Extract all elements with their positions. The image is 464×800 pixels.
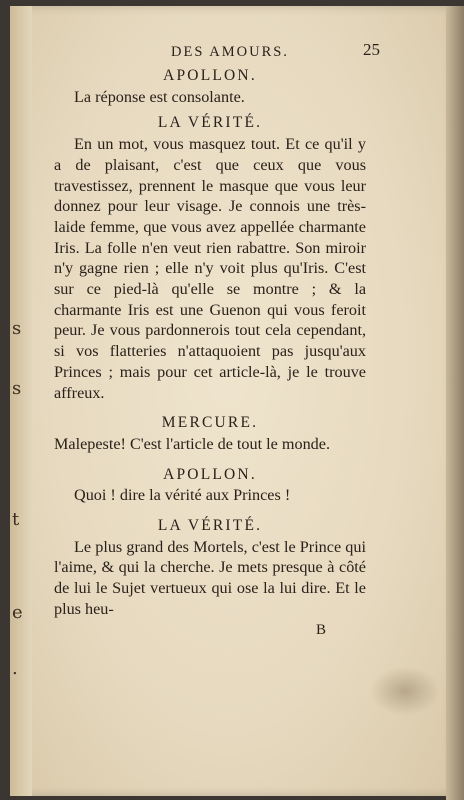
page-text bbox=[54, 40, 380, 640]
speech-la-verite: En un mot, vous masquez tout. Et ce qu'il y a de plaisant, c'est que ceux que vous travestissez, prennent le masque que vous leur donnez pour leur visage. Je connois une très-laide femme, que vous avez appellée charmante Iris. La folle n'en veut rien rabattre. Son miroir n'y gagne rien ; elle n'y voit plus qu'Iris. C'est sur ce pied-là qu'elle se montre ; & la charmante Iris est une Guenon qui vous feroit peur. Je vous pardonnerois tout cela cependant, si vos flatteries n'attaquoient pas jusqu'aux Princes ; mais pour cet article-là, je le trouve affreux. bbox=[54, 135, 366, 402]
signature-mark: B bbox=[315, 621, 326, 638]
page-number: 25 bbox=[363, 40, 380, 59]
page-edge bbox=[446, 6, 464, 800]
bleed-through-char: s bbox=[12, 378, 22, 399]
bleed-through-char: s bbox=[12, 318, 22, 339]
speech-apollon: La réponse est consolante. bbox=[74, 87, 245, 106]
speaker-la-verite-2: LA VÉRITÉ. bbox=[157, 517, 263, 535]
speaker-mercure: MERCURE. bbox=[161, 414, 259, 432]
bleed-through-char: t bbox=[12, 509, 20, 530]
speech-apollon-2: Quoi ! dire la vérité aux Princes ! bbox=[74, 486, 291, 505]
speaker-apollon-2: APOLLON. bbox=[163, 465, 257, 483]
running-head bbox=[54, 40, 380, 66]
paper-stain bbox=[370, 666, 440, 716]
speaker-apollon: APOLLON. bbox=[163, 67, 257, 84]
bleed-through-char: . bbox=[12, 658, 18, 679]
speech-la-verite-2: Le plus grand des Mortels, c'est le Prince qui l'aime, & qui la cherche. Je mets presque à côté de lui le Sujet vertueux qui ose la lui dire. Et le plus heu- bbox=[54, 537, 366, 618]
bleed-through-char: e bbox=[12, 602, 23, 623]
running-head-title: DES AMOURS. bbox=[171, 44, 289, 60]
speaker-la-verite: LA VÉRITÉ. bbox=[157, 114, 263, 132]
page-sheet bbox=[10, 6, 446, 796]
speech-mercure: Malepeste! C'est l'article de tout le monde. bbox=[54, 434, 330, 453]
